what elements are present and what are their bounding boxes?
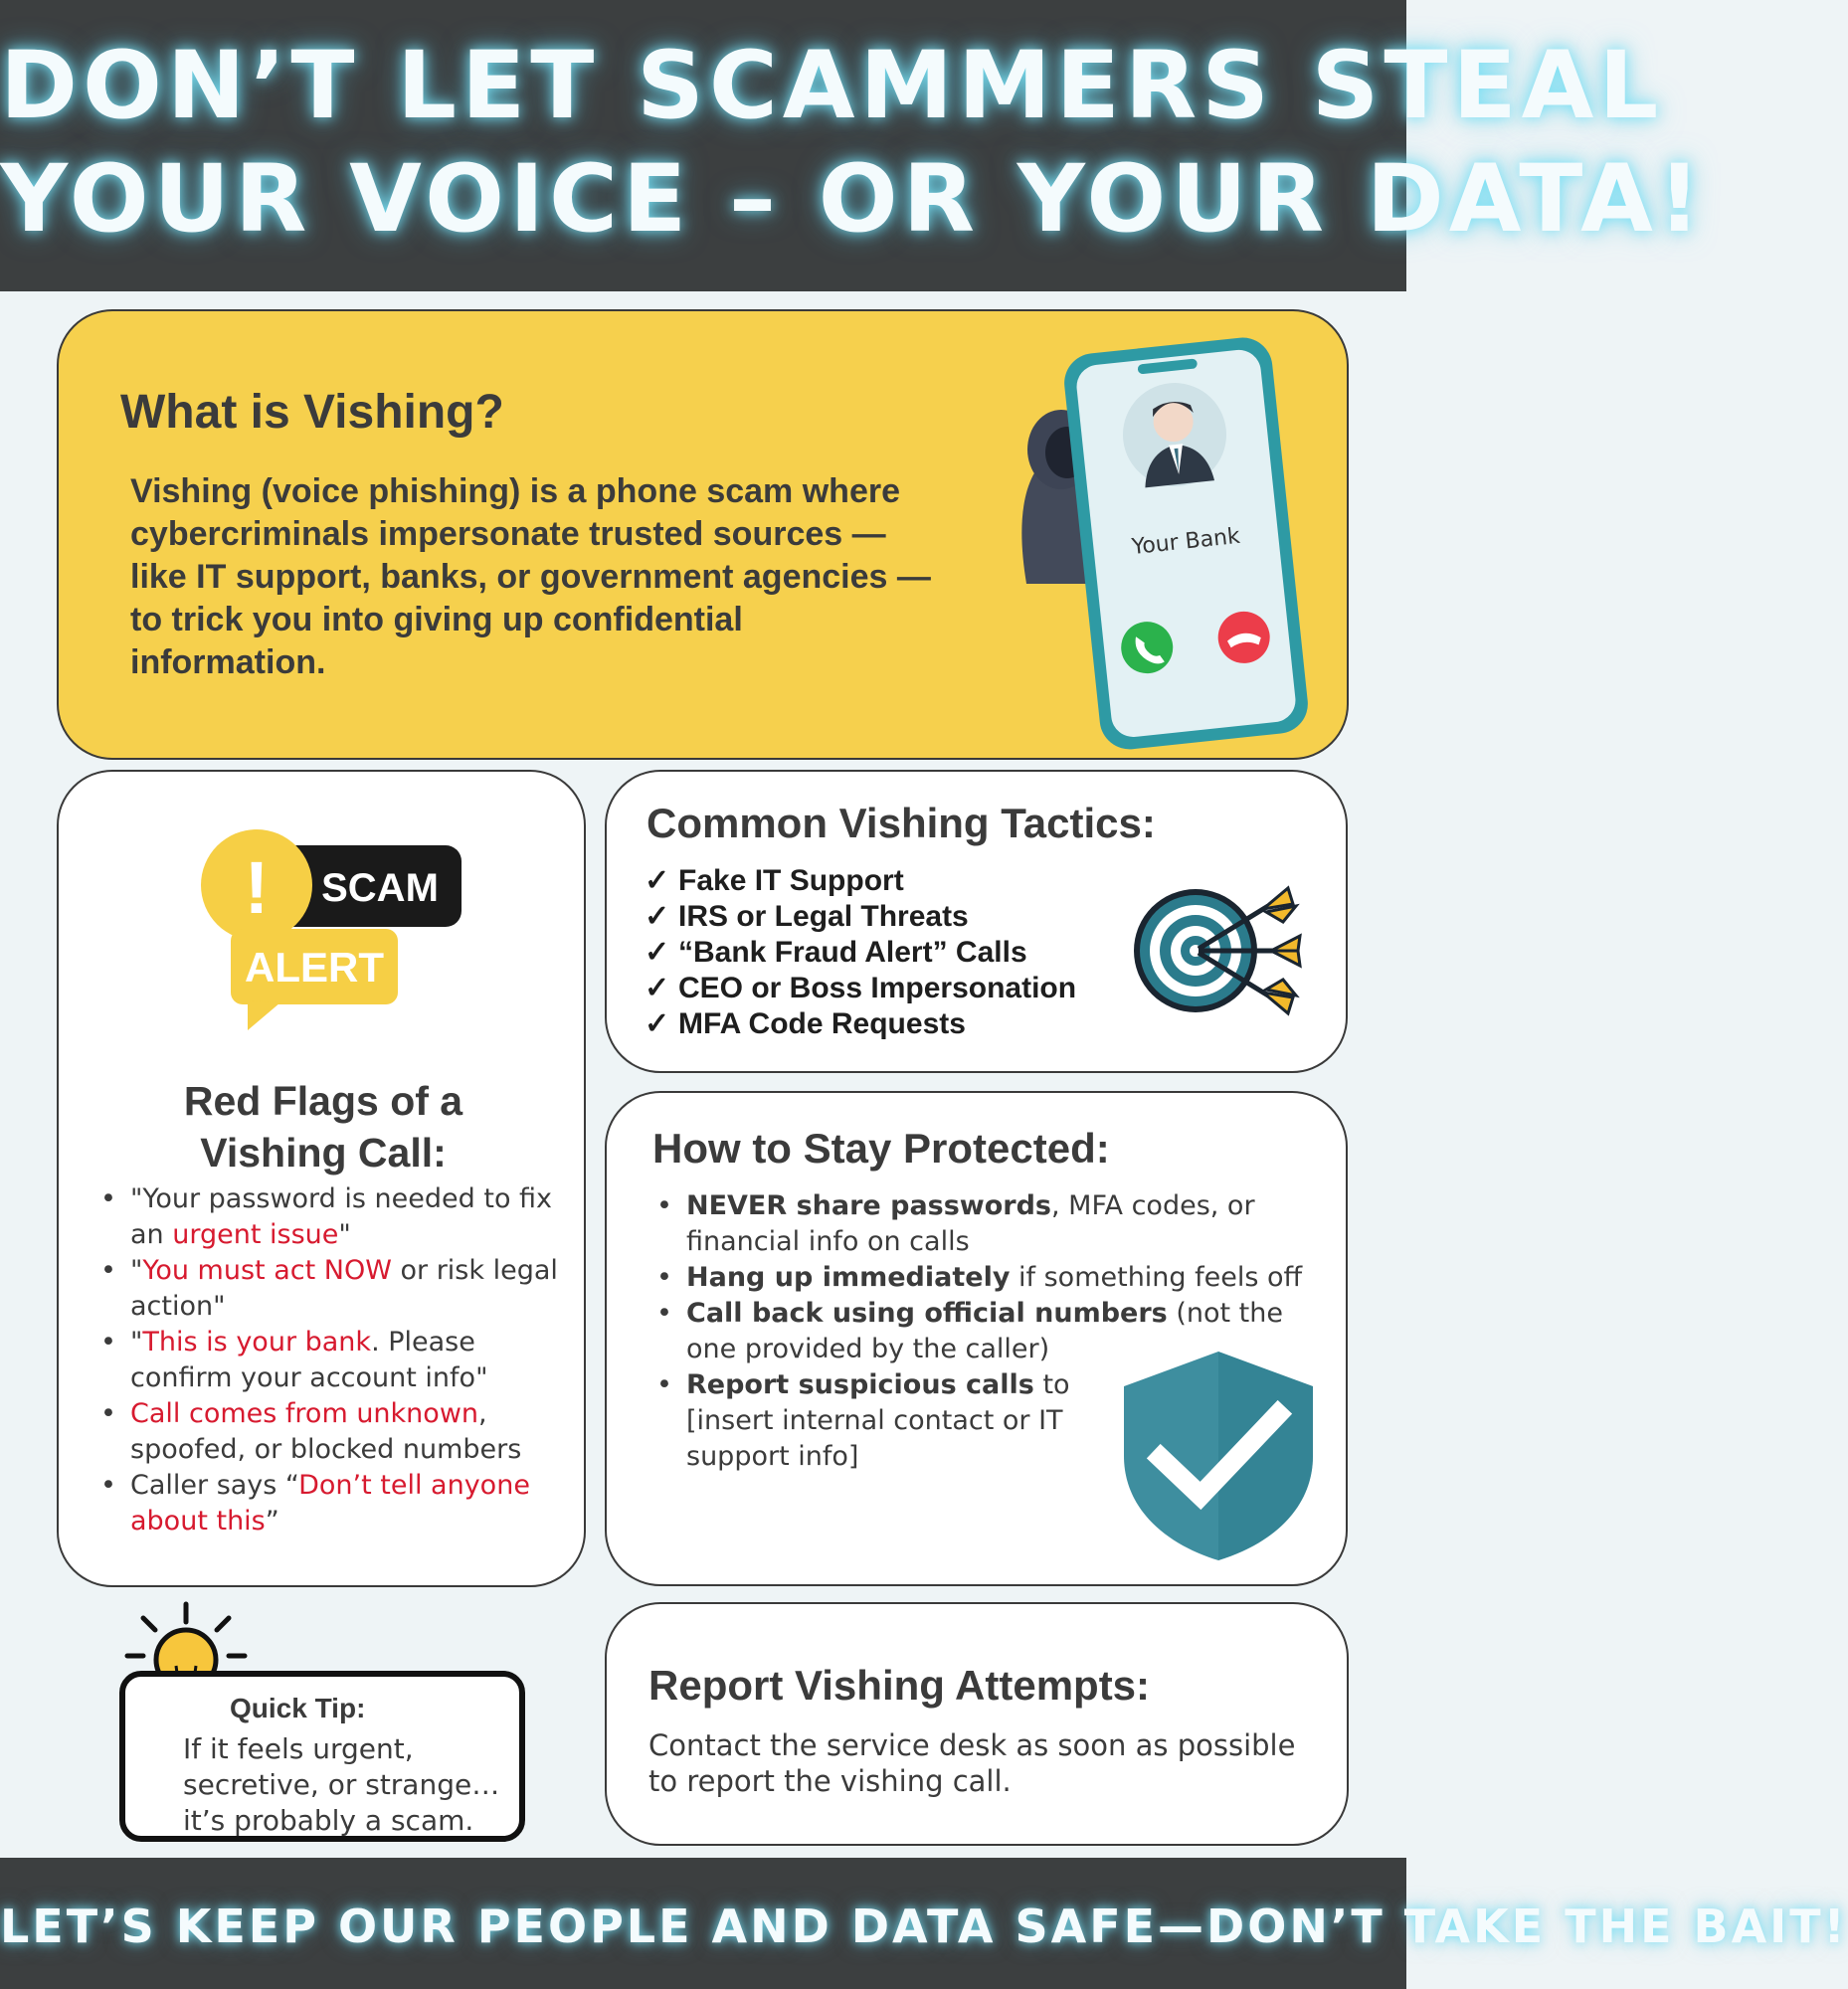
header-banner bbox=[0, 0, 1706, 291]
quick-tip-box bbox=[119, 1671, 525, 1842]
checkmark-icon: ✓ bbox=[645, 864, 670, 897]
exclamation-mark-icon: ! bbox=[244, 846, 270, 929]
red-flags-title-1: Red Flags of a bbox=[183, 1078, 463, 1124]
list-item: • Call comes from unknown, spoofed, or blocked numbers bbox=[100, 1398, 522, 1465]
red-flags-list bbox=[100, 1181, 568, 1539]
list-item: ✓ MFA Code Requests bbox=[645, 1007, 966, 1040]
alert-label: ALERT bbox=[245, 944, 384, 991]
headline-line-1: DON’T LET SCAMMERS STEAL bbox=[0, 32, 1664, 140]
list-item: • Call back using official numbers (not the one provided by the caller) bbox=[656, 1298, 1283, 1364]
list-item: • "You must act NOW or risk legal action" bbox=[100, 1255, 558, 1322]
scam-alert-icon bbox=[193, 825, 471, 1034]
what-is-vishing-card bbox=[57, 309, 1349, 760]
list-item: • Hang up immediately if something feels off bbox=[656, 1262, 1303, 1293]
checkmark-icon: ✓ bbox=[645, 972, 670, 1004]
quick-tip-line-1: If it feels urgent, bbox=[183, 1732, 414, 1765]
list-item: • "This is your bank. Please confirm your account info" bbox=[100, 1327, 488, 1393]
list-item: ✓ Fake IT Support bbox=[645, 864, 904, 897]
vishing-description: Vishing (voice phishing) is a phone scam where cybercriminals impersonate trusted sources — like IT support, banks, or government agencies — to trick you into giving up confidential information. bbox=[130, 472, 931, 681]
stay-protected-card bbox=[605, 1091, 1348, 1586]
quick-tip-title: Quick Tip: bbox=[230, 1693, 366, 1723]
checkmark-icon: ✓ bbox=[645, 900, 670, 933]
tactics-title: Common Vishing Tactics: bbox=[647, 800, 1156, 846]
caller-name: Your Bank bbox=[1130, 523, 1241, 561]
footer-slogan: LET’S KEEP OUR PEOPLE AND DATA SAFE—DON’T TAKE THE BAIT! bbox=[0, 1899, 1848, 1953]
tactics-list bbox=[645, 863, 1076, 1042]
report-text: Contact the service desk as soon as possible to report the vishing call. bbox=[648, 1728, 1296, 1798]
red-flags-card bbox=[57, 770, 586, 1587]
list-item: • Report suspicious calls to [insert internal contact or IT support info] bbox=[656, 1369, 1070, 1472]
common-tactics-card bbox=[605, 770, 1348, 1073]
checkmark-icon: ✓ bbox=[645, 1007, 670, 1040]
quick-tip-line-3: it’s probably a scam. bbox=[183, 1804, 474, 1837]
report-vishing-card bbox=[605, 1602, 1349, 1846]
phone-scam-illustration bbox=[982, 325, 1320, 753]
checkmark-icon: ✓ bbox=[645, 936, 670, 969]
list-item: ✓ “Bank Fraud Alert” Calls bbox=[645, 936, 1027, 969]
list-item: • NEVER share passwords, MFA codes, or financial info on calls bbox=[656, 1190, 1255, 1257]
list-item: ✓ IRS or Legal Threats bbox=[645, 900, 969, 933]
vishing-title: What is Vishing? bbox=[120, 386, 504, 439]
target-icon bbox=[1129, 876, 1318, 1025]
list-item: ✓ CEO or Boss Impersonation bbox=[645, 972, 1077, 1004]
footer-banner bbox=[0, 1858, 1848, 1989]
shield-check-icon bbox=[1119, 1347, 1318, 1565]
quick-tip-line-2: secretive, or strange… bbox=[183, 1768, 500, 1801]
report-title: Report Vishing Attempts: bbox=[648, 1662, 1151, 1709]
list-item: • Caller says “Don’t tell anyone about this” bbox=[100, 1470, 530, 1537]
headline-line-2: YOUR VOICE – OR YOUR DATA! bbox=[0, 145, 1706, 254]
list-item: • "Your password is needed to fix an urgent issue" bbox=[100, 1183, 553, 1250]
scam-label: SCAM bbox=[321, 866, 439, 910]
red-flags-title-2: Vishing Call: bbox=[200, 1130, 447, 1175]
protect-title: How to Stay Protected: bbox=[652, 1125, 1110, 1172]
